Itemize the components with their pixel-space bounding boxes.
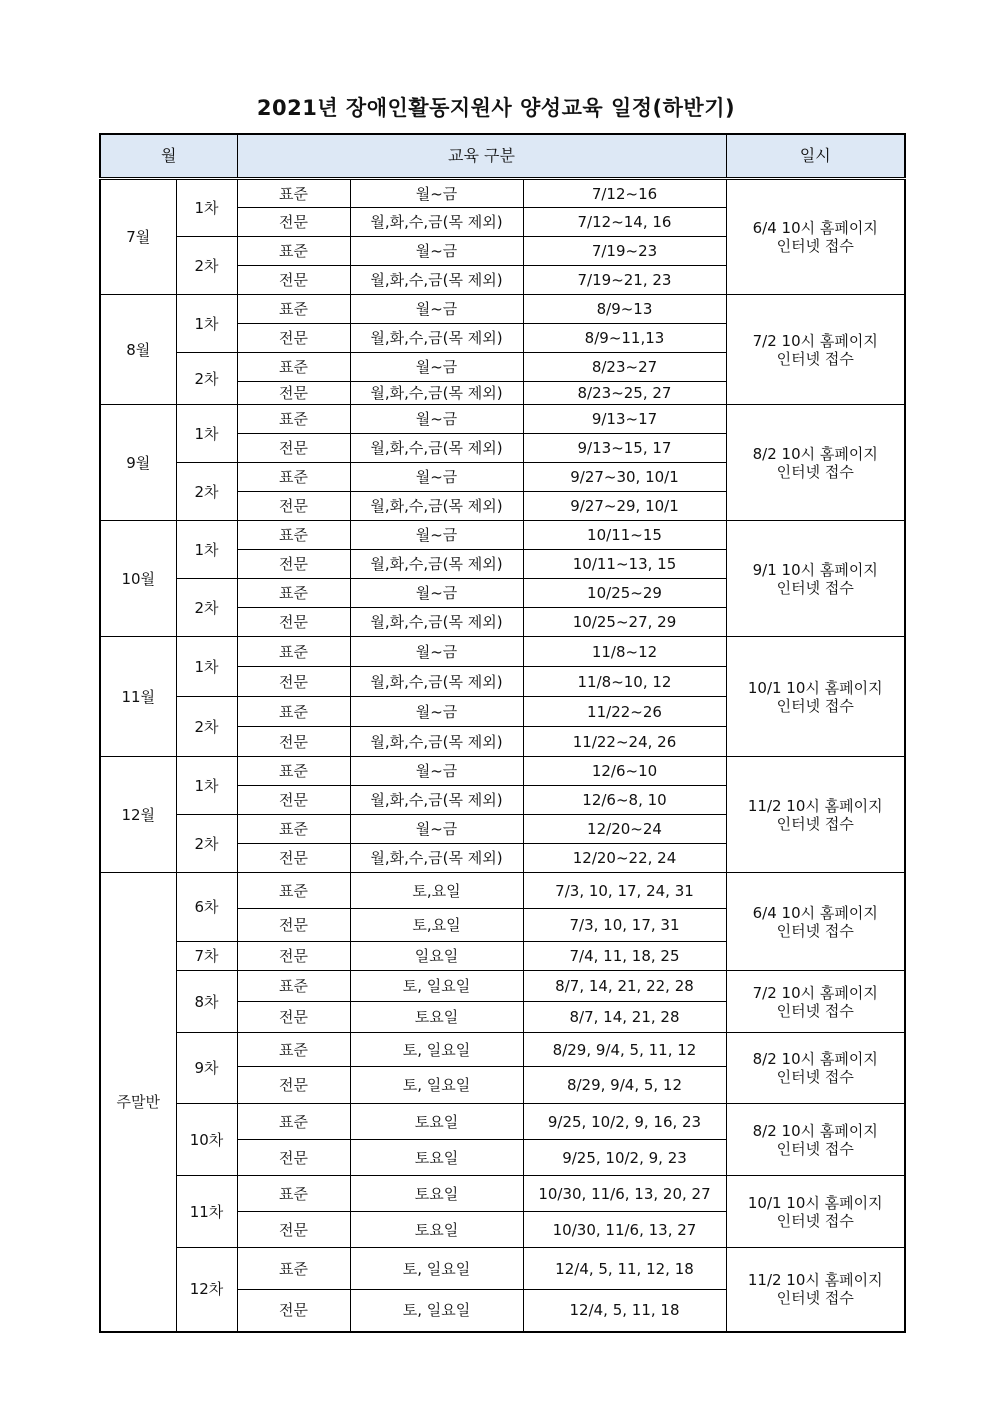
dates-cell: 9/27~30, 10/1	[523, 463, 726, 492]
dates-cell: 8/9~11,13	[523, 324, 726, 353]
table-row	[100, 295, 905, 324]
type-cell: 전문	[237, 1067, 350, 1104]
schedule-table	[99, 133, 906, 1333]
dates-cell: 12/4, 5, 11, 18	[523, 1290, 726, 1332]
registration-cell: 8/2 10시 홈페이지 인터넷 접수	[726, 1104, 905, 1176]
month-cell: 8월	[100, 295, 176, 405]
dates-cell: 11/22~26	[523, 697, 726, 727]
type-cell: 전문	[237, 208, 350, 237]
type-cell: 전문	[237, 1212, 350, 1248]
dates-cell: 7/12~14, 16	[523, 208, 726, 237]
days-cell: 토요일	[350, 1212, 523, 1248]
dates-cell: 10/11~13, 15	[523, 550, 726, 579]
type-cell: 전문	[237, 1140, 350, 1176]
days-cell: 월~금	[350, 521, 523, 550]
dates-cell: 8/9~13	[523, 295, 726, 324]
table-row	[100, 1033, 905, 1067]
type-cell: 표준	[237, 1248, 350, 1290]
round-cell: 6차	[176, 873, 237, 942]
month-cell: 12월	[100, 757, 176, 873]
type-cell: 표준	[237, 637, 350, 667]
days-cell: 월~금	[350, 579, 523, 608]
type-cell: 표준	[237, 521, 350, 550]
dates-cell: 9/25, 10/2, 9, 23	[523, 1140, 726, 1176]
type-cell: 표준	[237, 463, 350, 492]
round-cell: 11차	[176, 1176, 237, 1248]
round-cell: 10차	[176, 1104, 237, 1176]
round-cell: 2차	[176, 815, 237, 873]
dates-cell: 8/29, 9/4, 5, 12	[523, 1067, 726, 1104]
type-cell: 표준	[237, 353, 350, 382]
registration-cell: 7/2 10시 홈페이지 인터넷 접수	[726, 971, 905, 1033]
dates-cell: 12/20~24	[523, 815, 726, 844]
dates-cell: 11/8~10, 12	[523, 667, 726, 697]
registration-cell: 6/4 10시 홈페이지 인터넷 접수	[726, 179, 905, 295]
month-cell: 10월	[100, 521, 176, 637]
registration-cell: 8/2 10시 홈페이지 인터넷 접수	[726, 405, 905, 521]
registration-cell: 8/2 10시 홈페이지 인터넷 접수	[726, 1033, 905, 1104]
days-cell: 토, 일요일	[350, 971, 523, 1002]
type-cell: 표준	[237, 1176, 350, 1212]
days-cell: 월,화,수,금(목 제외)	[350, 324, 523, 353]
days-cell: 월,화,수,금(목 제외)	[350, 382, 523, 405]
days-cell: 월,화,수,금(목 제외)	[350, 208, 523, 237]
header-row	[100, 134, 905, 179]
table-row	[100, 1104, 905, 1140]
dates-cell: 10/25~27, 29	[523, 608, 726, 637]
type-cell: 전문	[237, 1002, 350, 1033]
round-cell: 2차	[176, 353, 237, 405]
dates-cell: 7/3, 10, 17, 24, 31	[523, 873, 726, 909]
round-cell: 1차	[176, 637, 237, 697]
round-cell: 2차	[176, 579, 237, 637]
type-cell: 전문	[237, 608, 350, 637]
registration-cell: 10/1 10시 홈페이지 인터넷 접수	[726, 637, 905, 757]
dates-cell: 11/8~12	[523, 637, 726, 667]
table-row	[100, 637, 905, 667]
days-cell: 토요일	[350, 1002, 523, 1033]
month-cell: 11월	[100, 637, 176, 757]
type-cell: 표준	[237, 405, 350, 434]
dates-cell: 10/25~29	[523, 579, 726, 608]
type-cell: 전문	[237, 942, 350, 971]
dates-cell: 12/6~10	[523, 757, 726, 786]
days-cell: 월~금	[350, 757, 523, 786]
round-cell: 12차	[176, 1248, 237, 1332]
month-cell: 주말반	[100, 873, 176, 1332]
type-cell: 전문	[237, 434, 350, 463]
type-cell: 전문	[237, 1290, 350, 1332]
days-cell: 월~금	[350, 405, 523, 434]
days-cell: 월~금	[350, 463, 523, 492]
dates-cell: 11/22~24, 26	[523, 727, 726, 757]
type-cell: 표준	[237, 237, 350, 266]
days-cell: 월~금	[350, 637, 523, 667]
round-cell: 1차	[176, 405, 237, 463]
dates-cell: 7/4, 11, 18, 25	[523, 942, 726, 971]
registration-cell: 11/2 10시 홈페이지 인터넷 접수	[726, 1248, 905, 1332]
dates-cell: 9/25, 10/2, 9, 16, 23	[523, 1104, 726, 1140]
type-cell: 표준	[237, 873, 350, 909]
dates-cell: 7/12~16	[523, 179, 726, 208]
table-row	[100, 1248, 905, 1290]
type-cell: 표준	[237, 757, 350, 786]
days-cell: 토,요일	[350, 909, 523, 942]
schedule-body	[100, 179, 905, 1332]
dates-cell: 10/30, 11/6, 13, 20, 27	[523, 1176, 726, 1212]
type-cell: 전문	[237, 909, 350, 942]
dates-cell: 8/7, 14, 21, 22, 28	[523, 971, 726, 1002]
days-cell: 월,화,수,금(목 제외)	[350, 492, 523, 521]
days-cell: 월,화,수,금(목 제외)	[350, 608, 523, 637]
days-cell: 토, 일요일	[350, 1067, 523, 1104]
days-cell: 월~금	[350, 353, 523, 382]
days-cell: 월~금	[350, 237, 523, 266]
table-row	[100, 405, 905, 434]
days-cell: 월,화,수,금(목 제외)	[350, 266, 523, 295]
registration-cell: 7/2 10시 홈페이지 인터넷 접수	[726, 295, 905, 405]
month-cell: 7월	[100, 179, 176, 295]
table-row	[100, 521, 905, 550]
days-cell: 월,화,수,금(목 제외)	[350, 727, 523, 757]
type-cell: 전문	[237, 266, 350, 295]
header-month: 월	[100, 134, 237, 179]
registration-cell: 10/1 10시 홈페이지 인터넷 접수	[726, 1176, 905, 1248]
type-cell: 표준	[237, 179, 350, 208]
round-cell: 2차	[176, 237, 237, 295]
days-cell: 월,화,수,금(목 제외)	[350, 667, 523, 697]
dates-cell: 7/19~23	[523, 237, 726, 266]
type-cell: 전문	[237, 492, 350, 521]
days-cell: 토, 일요일	[350, 1248, 523, 1290]
type-cell: 전문	[237, 786, 350, 815]
dates-cell: 9/13~17	[523, 405, 726, 434]
dates-cell: 8/23~27	[523, 353, 726, 382]
round-cell: 2차	[176, 697, 237, 757]
type-cell: 전문	[237, 550, 350, 579]
days-cell: 토요일	[350, 1140, 523, 1176]
days-cell: 토요일	[350, 1104, 523, 1140]
dates-cell: 7/3, 10, 17, 31	[523, 909, 726, 942]
dates-cell: 8/7, 14, 21, 28	[523, 1002, 726, 1033]
dates-cell: 10/30, 11/6, 13, 27	[523, 1212, 726, 1248]
type-cell: 표준	[237, 971, 350, 1002]
round-cell: 9차	[176, 1033, 237, 1104]
days-cell: 월,화,수,금(목 제외)	[350, 786, 523, 815]
header-category: 교육 구분	[237, 134, 726, 179]
round-cell: 7차	[176, 942, 237, 971]
days-cell: 토,요일	[350, 873, 523, 909]
type-cell: 표준	[237, 697, 350, 727]
days-cell: 월~금	[350, 179, 523, 208]
month-cell: 9월	[100, 405, 176, 521]
dates-cell: 12/6~8, 10	[523, 786, 726, 815]
type-cell: 전문	[237, 844, 350, 873]
type-cell: 표준	[237, 295, 350, 324]
round-cell: 1차	[176, 521, 237, 579]
registration-cell: 6/4 10시 홈페이지 인터넷 접수	[726, 873, 905, 971]
table-row	[100, 873, 905, 909]
document-title: 2021년 장애인활동지원사 양성교육 일정(하반기)	[256, 96, 736, 120]
days-cell: 월,화,수,금(목 제외)	[350, 844, 523, 873]
table-row	[100, 179, 905, 208]
type-cell: 전문	[237, 667, 350, 697]
table-row	[100, 1176, 905, 1212]
dates-cell: 9/13~15, 17	[523, 434, 726, 463]
round-cell: 1차	[176, 179, 237, 237]
days-cell: 토, 일요일	[350, 1033, 523, 1067]
days-cell: 월,화,수,금(목 제외)	[350, 550, 523, 579]
dates-cell: 12/20~22, 24	[523, 844, 726, 873]
type-cell: 표준	[237, 815, 350, 844]
days-cell: 월~금	[350, 697, 523, 727]
days-cell: 토, 일요일	[350, 1290, 523, 1332]
dates-cell: 8/23~25, 27	[523, 382, 726, 405]
registration-cell: 11/2 10시 홈페이지 인터넷 접수	[726, 757, 905, 873]
registration-cell: 9/1 10시 홈페이지 인터넷 접수	[726, 521, 905, 637]
type-cell: 표준	[237, 579, 350, 608]
dates-cell: 8/29, 9/4, 5, 11, 12	[523, 1033, 726, 1067]
header-schedule: 일시	[726, 134, 905, 179]
type-cell: 전문	[237, 324, 350, 353]
dates-cell: 7/19~21, 23	[523, 266, 726, 295]
days-cell: 일요일	[350, 942, 523, 971]
round-cell: 1차	[176, 295, 237, 353]
dates-cell: 9/27~29, 10/1	[523, 492, 726, 521]
round-cell: 1차	[176, 757, 237, 815]
table-row	[100, 971, 905, 1002]
days-cell: 토요일	[350, 1176, 523, 1212]
days-cell: 월~금	[350, 815, 523, 844]
round-cell: 8차	[176, 971, 237, 1033]
type-cell: 전문	[237, 727, 350, 757]
dates-cell: 10/11~15	[523, 521, 726, 550]
dates-cell: 12/4, 5, 11, 12, 18	[523, 1248, 726, 1290]
table-row	[100, 757, 905, 786]
type-cell: 표준	[237, 1104, 350, 1140]
days-cell: 월~금	[350, 295, 523, 324]
type-cell: 표준	[237, 1033, 350, 1067]
days-cell: 월,화,수,금(목 제외)	[350, 434, 523, 463]
round-cell: 2차	[176, 463, 237, 521]
type-cell: 전문	[237, 382, 350, 405]
